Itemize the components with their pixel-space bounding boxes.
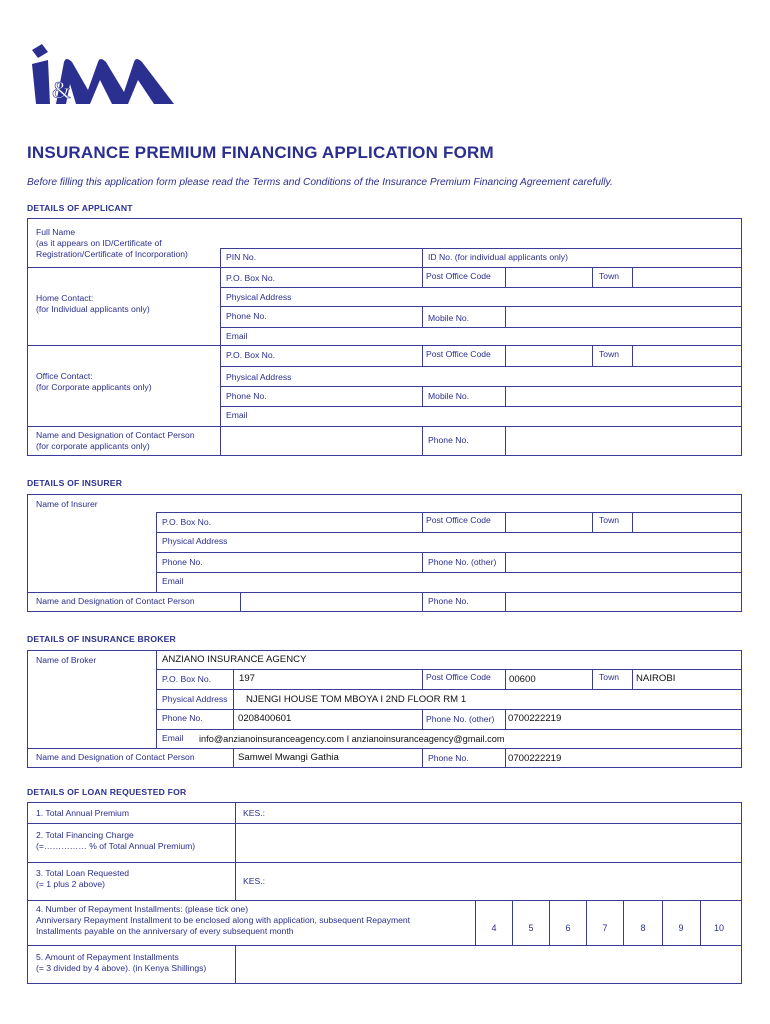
insurer-contact-person-label: Name and Designation of Contact Person [36, 596, 195, 606]
insurer-phone-label: Phone No. [162, 557, 203, 567]
home-po-box-label: P.O. Box No. [226, 273, 276, 283]
broker-post-office-code-label: Post Office Code [426, 672, 491, 682]
installment-option-9[interactable]: 9 [678, 923, 684, 933]
office-mobile-label: Mobile No. [428, 391, 470, 401]
loan-total-requested-label: 3. Total Loan Requested (= 1 plus 2 above) [36, 868, 130, 889]
broker-phone-other-label: Phone No. (other) [426, 714, 495, 724]
broker-heading: DETAILS OF INSURANCE BROKER [27, 634, 176, 644]
broker-phone-other-value: 0700222219 [508, 713, 562, 724]
broker-phone-label: Phone No. [162, 713, 203, 723]
insurer-name-label: Name of Insurer [36, 499, 98, 509]
broker-name-label: Name of Broker [36, 655, 97, 665]
broker-post-office-code-value: 00600 [509, 674, 536, 685]
insurer-contact-phone-label: Phone No. [428, 596, 469, 606]
form-intro: Before filling this application form please read the Terms and Conditions of the Insurance Premium Financing Agreement carefully. [27, 177, 613, 188]
loan-total-premium-kes: KES.: [243, 808, 265, 818]
broker-po-box-label: P.O. Box No. [162, 674, 212, 684]
home-contact-label: Home Contact: (for Individual applicants only) [36, 293, 150, 314]
full-name-label: Full Name (as it appears on ID/Certificate of Registration/Certificate of Incorporation) [36, 227, 188, 259]
installment-option-10[interactable]: 10 [713, 923, 724, 933]
insurer-heading: DETAILS OF INSURER [27, 478, 123, 488]
applicant-heading: DETAILS OF APPLICANT [27, 203, 133, 213]
home-physical-address-label: Physical Address [226, 292, 292, 302]
broker-email-value: info@anzianoinsuranceagency.com I anzianoinsuranceagency@gmail.com [199, 734, 505, 744]
svg-text:&: & [52, 78, 71, 104]
im-logo [26, 40, 180, 110]
broker-town-label: Town [599, 672, 620, 682]
office-post-office-code-label: Post Office Code [426, 349, 491, 359]
broker-contact-person-value: Samwel Mwangi Gathia [238, 752, 339, 763]
installment-option-4[interactable]: 4 [491, 923, 497, 933]
broker-town-value: NAIROBI [636, 673, 676, 684]
loan-total-requested-kes: KES.: [243, 876, 265, 886]
home-phone-label: Phone No. [226, 311, 267, 321]
home-post-office-code-label: Post Office Code [426, 271, 491, 281]
pin-label: PIN No. [226, 252, 257, 262]
broker-physical-address-label: Physical Address [162, 694, 228, 704]
insurer-town-label: Town [599, 515, 620, 525]
home-town-label: Town [599, 271, 620, 281]
insurer-post-office-code-label: Post Office Code [426, 515, 491, 525]
broker-po-box-value: 197 [239, 673, 256, 684]
broker-phone-value: 0208400601 [238, 713, 292, 724]
office-email-label: Email [226, 410, 248, 420]
office-physical-address-label: Physical Address [226, 372, 292, 382]
applicant-contact-person-label: Name and Designation of Contact Person (for corporate applicants only) [36, 430, 195, 451]
broker-name-value: ANZIANO INSURANCE AGENCY [162, 654, 307, 665]
insurer-phone-other-label: Phone No. (other) [428, 557, 497, 567]
office-town-label: Town [599, 349, 620, 359]
installment-option-5[interactable]: 5 [528, 923, 534, 933]
broker-contact-person-label: Name and Designation of Contact Person [36, 752, 195, 762]
insurer-po-box-label: P.O. Box No. [162, 517, 212, 527]
loan-financing-charge-label: 2. Total Financing Charge (=…………… % of Total Annual Premium) [36, 830, 196, 851]
home-mobile-label: Mobile No. [428, 313, 470, 323]
applicant-contact-phone-label: Phone No. [428, 435, 469, 445]
insurer-email-label: Email [162, 576, 184, 586]
loan-installment-amount-label: 5. Amount of Repayment Installments (= 3 divided by 4 above). (in Kenya Shillings) [36, 952, 207, 973]
office-contact-label: Office Contact: (for Corporate applicants only) [36, 371, 152, 392]
broker-contact-phone-label: Phone No. [428, 753, 469, 763]
form-title: INSURANCE PREMIUM FINANCING APPLICATION FORM [27, 143, 494, 162]
installment-option-6[interactable]: 6 [565, 923, 571, 933]
insurer-physical-address-label: Physical Address [162, 536, 228, 546]
loan-total-premium-label: 1. Total Annual Premium [36, 808, 129, 818]
loan-installments-label: 4. Number of Repayment Installments: (please tick one) Anniversary Repayment Installment to be enclosed along with application, subsequent Repayment Installments payable on the anniversary of every subsequent month [36, 904, 411, 936]
installment-option-7[interactable]: 7 [602, 923, 608, 933]
home-email-label: Email [226, 331, 248, 341]
loan-heading: DETAILS OF LOAN REQUESTED FOR [27, 787, 187, 797]
broker-contact-phone-value: 0700222219 [508, 753, 562, 764]
office-phone-label: Phone No. [226, 391, 267, 401]
broker-email-label: Email [162, 733, 184, 743]
broker-physical-address-value: NJENGI HOUSE TOM MBOYA I 2ND FLOOR RM 1 [246, 694, 467, 705]
office-po-box-label: P.O. Box No. [226, 350, 276, 360]
id-label: ID No. (for individual applicants only) [428, 252, 568, 262]
installment-option-8[interactable]: 8 [640, 923, 646, 933]
